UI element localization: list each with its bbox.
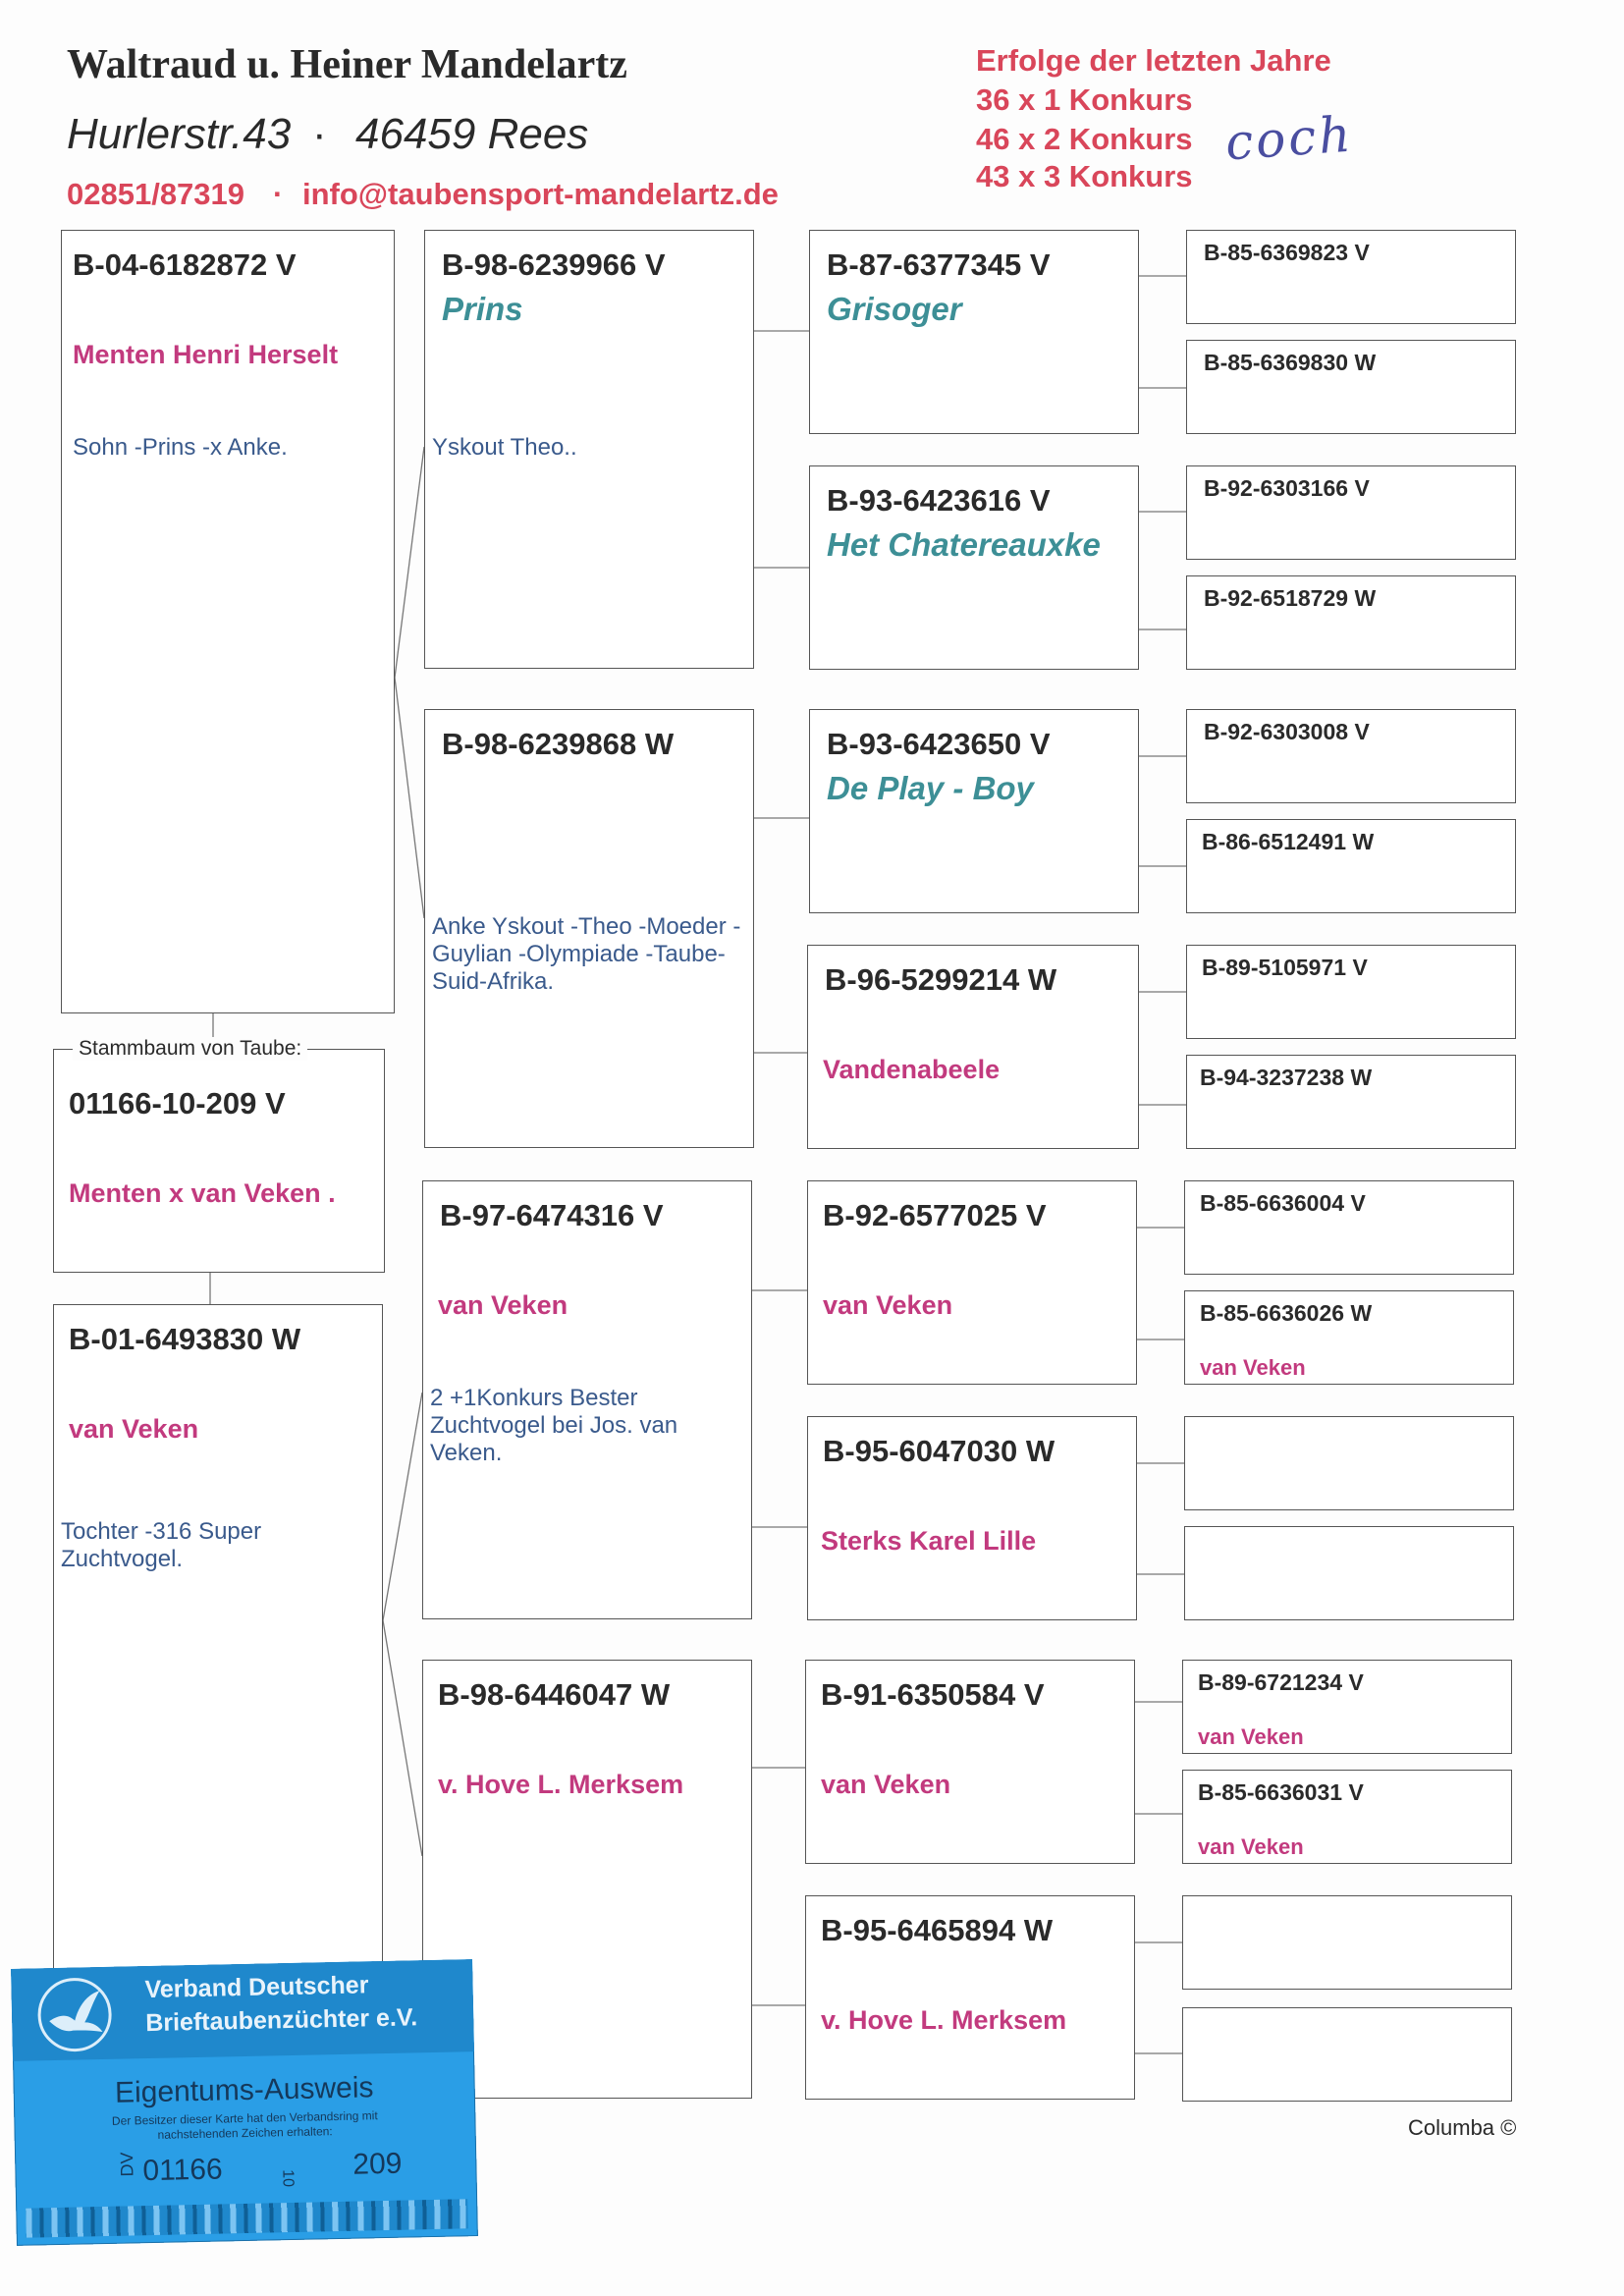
sire-note: Sohn -Prins -x Anke. (73, 434, 288, 461)
subject-name: Menten x van Veken . (69, 1178, 336, 1208)
subject-ring: 01166-10-209 V (69, 1086, 286, 1121)
great-grandparent-name: van Veken (821, 1770, 951, 1799)
great-grandparent-ring: B-95-6047030 W (823, 1434, 1056, 1468)
grandparent-note: Yskout Theo.. (432, 434, 577, 461)
gg-ring: B-92-6303008 V (1204, 719, 1370, 744)
dam-note: Tochter -316 Super Zuchtvogel. (61, 1518, 262, 1572)
subject-box (53, 1049, 385, 1273)
gg-ring: B-92-6303166 V (1204, 475, 1370, 501)
gg-box (1182, 2007, 1512, 2102)
success-line: 36 x 1 Konkurs (976, 82, 1193, 117)
dam-ring: B-01-6493830 W (69, 1322, 301, 1356)
dam-name: van Veken (69, 1414, 199, 1444)
success-line: 46 x 2 Konkurs (976, 122, 1193, 156)
great-grandparent-name: v. Hove L. Merksem (821, 2005, 1067, 2035)
card-fine-print: Der Besitzer dieser Karte hat den Verbandsring mit nachstehenden Zeichen erhalten: (111, 2108, 378, 2142)
gg-name: van Veken (1200, 1355, 1306, 1380)
ownership-card (11, 1959, 478, 2246)
grandparent-note: Anke Yskout -Theo -Moeder -Guylian -Olympiade -Taube-Suid-Afrika. (432, 913, 741, 995)
grandparent-name: Prins (442, 291, 523, 327)
great-grandparent-name: van Veken (823, 1290, 953, 1320)
gg-box (1182, 1895, 1512, 1990)
dove-icon (34, 1975, 115, 2055)
sire-name: Menten Henri Herselt (73, 340, 339, 369)
owner-street: Hurlerstr.43 (67, 110, 292, 158)
dam-box (53, 1304, 383, 1982)
great-grandparent-ring: B-91-6350584 V (821, 1677, 1045, 1712)
great-grandparent-ring: B-96-5299214 W (825, 962, 1057, 997)
card-title: Eigentums-Ausweis (114, 2071, 374, 2109)
gg-box (1184, 1416, 1514, 1510)
successes-title: Erfolge der letzten Jahre (976, 43, 1331, 78)
owner-phone: 02851/87319 (67, 177, 245, 211)
sire-ring: B-04-6182872 V (73, 247, 297, 282)
gg-ring: B-89-5105971 V (1202, 955, 1368, 980)
great-grandparent-name: Het Chatereauxke (827, 526, 1101, 563)
subject-label: Stammbaum von Taube: (73, 1037, 307, 1061)
great-grandparent-name: Grisoger (827, 291, 962, 327)
great-grandparent-name: Sterks Karel Lille (821, 1526, 1037, 1556)
great-grandparent-ring: B-95-6465894 W (821, 1913, 1054, 1947)
gg-ring: B-85-6636031 V (1198, 1779, 1364, 1805)
gg-name: van Veken (1198, 1724, 1304, 1749)
grandparent-note: 2 +1Konkurs Bester Zuchtvogel bei Jos. van Veken. (430, 1385, 678, 1466)
gg-ring: B-85-6636026 W (1200, 1300, 1373, 1326)
grandparent-ring: B-97-6474316 V (440, 1198, 664, 1232)
great-grandparent-ring: B-92-6577025 V (823, 1198, 1047, 1232)
owner-city: 46459 Rees (355, 110, 589, 158)
owner-name: Waltraud u. Heiner Mandelartz (67, 42, 627, 87)
gg-ring: B-89-6721234 V (1198, 1669, 1364, 1695)
address-separator: · (312, 110, 327, 158)
gg-ring: B-85-6636004 V (1200, 1190, 1366, 1216)
great-grandparent-ring: B-87-6377345 V (827, 247, 1051, 282)
great-grandparent-name: Vandenabeele (823, 1055, 1001, 1084)
gg-ring: B-92-6518729 W (1204, 585, 1377, 611)
grandparent-ring: B-98-6239868 W (442, 727, 675, 761)
gg-name: van Veken (1198, 1834, 1304, 1859)
phone-email-separator: · (273, 177, 284, 211)
copyright: Columba © (1408, 2115, 1517, 2140)
grandparent-ring: B-98-6239966 V (442, 247, 666, 282)
owner-email: info@taubensport-mandelartz.de (302, 177, 779, 211)
card-ring-no: 209 (352, 2147, 403, 2181)
handwritten-note: coch (1223, 105, 1356, 172)
gg-box (1184, 1526, 1514, 1620)
success-line: 43 x 3 Konkurs (976, 159, 1193, 193)
grandparent-name: van Veken (438, 1290, 568, 1320)
grandparent-ring: B-98-6446047 W (438, 1677, 671, 1712)
great-grandparent-ring: B-93-6423616 V (827, 483, 1051, 518)
card-dv: DV (117, 2152, 137, 2177)
gg-ring: B-94-3237238 W (1200, 1065, 1373, 1090)
great-grandparent-name: De Play - Boy (827, 770, 1034, 806)
gg-ring: B-85-6369830 W (1204, 350, 1377, 375)
great-grandparent-ring: B-93-6423650 V (827, 727, 1051, 761)
gg-ring: B-85-6369823 V (1204, 240, 1370, 265)
card-org-line1: Verband Deutscher (144, 1971, 369, 2004)
card-year: 10 (279, 2169, 297, 2188)
card-ornament-band (26, 2199, 468, 2237)
gg-ring: B-86-6512491 W (1202, 829, 1375, 854)
card-org-line2: Brieftaubenzüchter e.V. (144, 2003, 418, 2038)
grandparent-name: v. Hove L. Merksem (438, 1770, 684, 1799)
card-number: 01166 (142, 2153, 223, 2188)
